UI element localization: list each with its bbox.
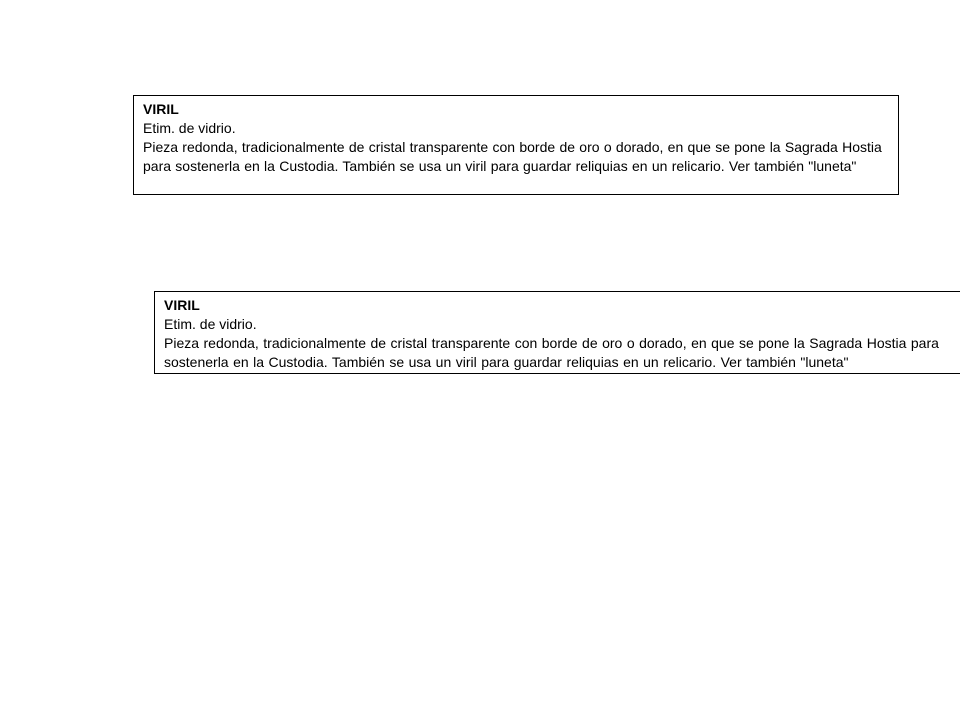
entry-definition: Pieza redonda, tradicionalmente de cristal transparente con borde de oro o dorado, en que se pone la Sagrada Hostia para sostenerla en la Custodia. También se usa un viril para guardar reliquias en un relicario. Ver también "luneta" <box>143 139 882 174</box>
glossary-entry-box <box>154 291 960 374</box>
entry-definition: Pieza redonda, tradicionalmente de cristal transparente con borde de oro o dorado, en que se pone la Sagrada Hostia para sostenerla en la Custodia. También se usa un viril para guardar reliquias en un relicario. Ver también "luneta" <box>164 335 939 370</box>
glossary-entry-box <box>133 95 899 195</box>
entry-title: VIRIL <box>164 297 200 313</box>
entry-etymology: Etim. de vidrio. <box>143 120 236 136</box>
entry-etymology: Etim. de vidrio. <box>164 316 257 332</box>
entry-title: VIRIL <box>143 101 179 117</box>
